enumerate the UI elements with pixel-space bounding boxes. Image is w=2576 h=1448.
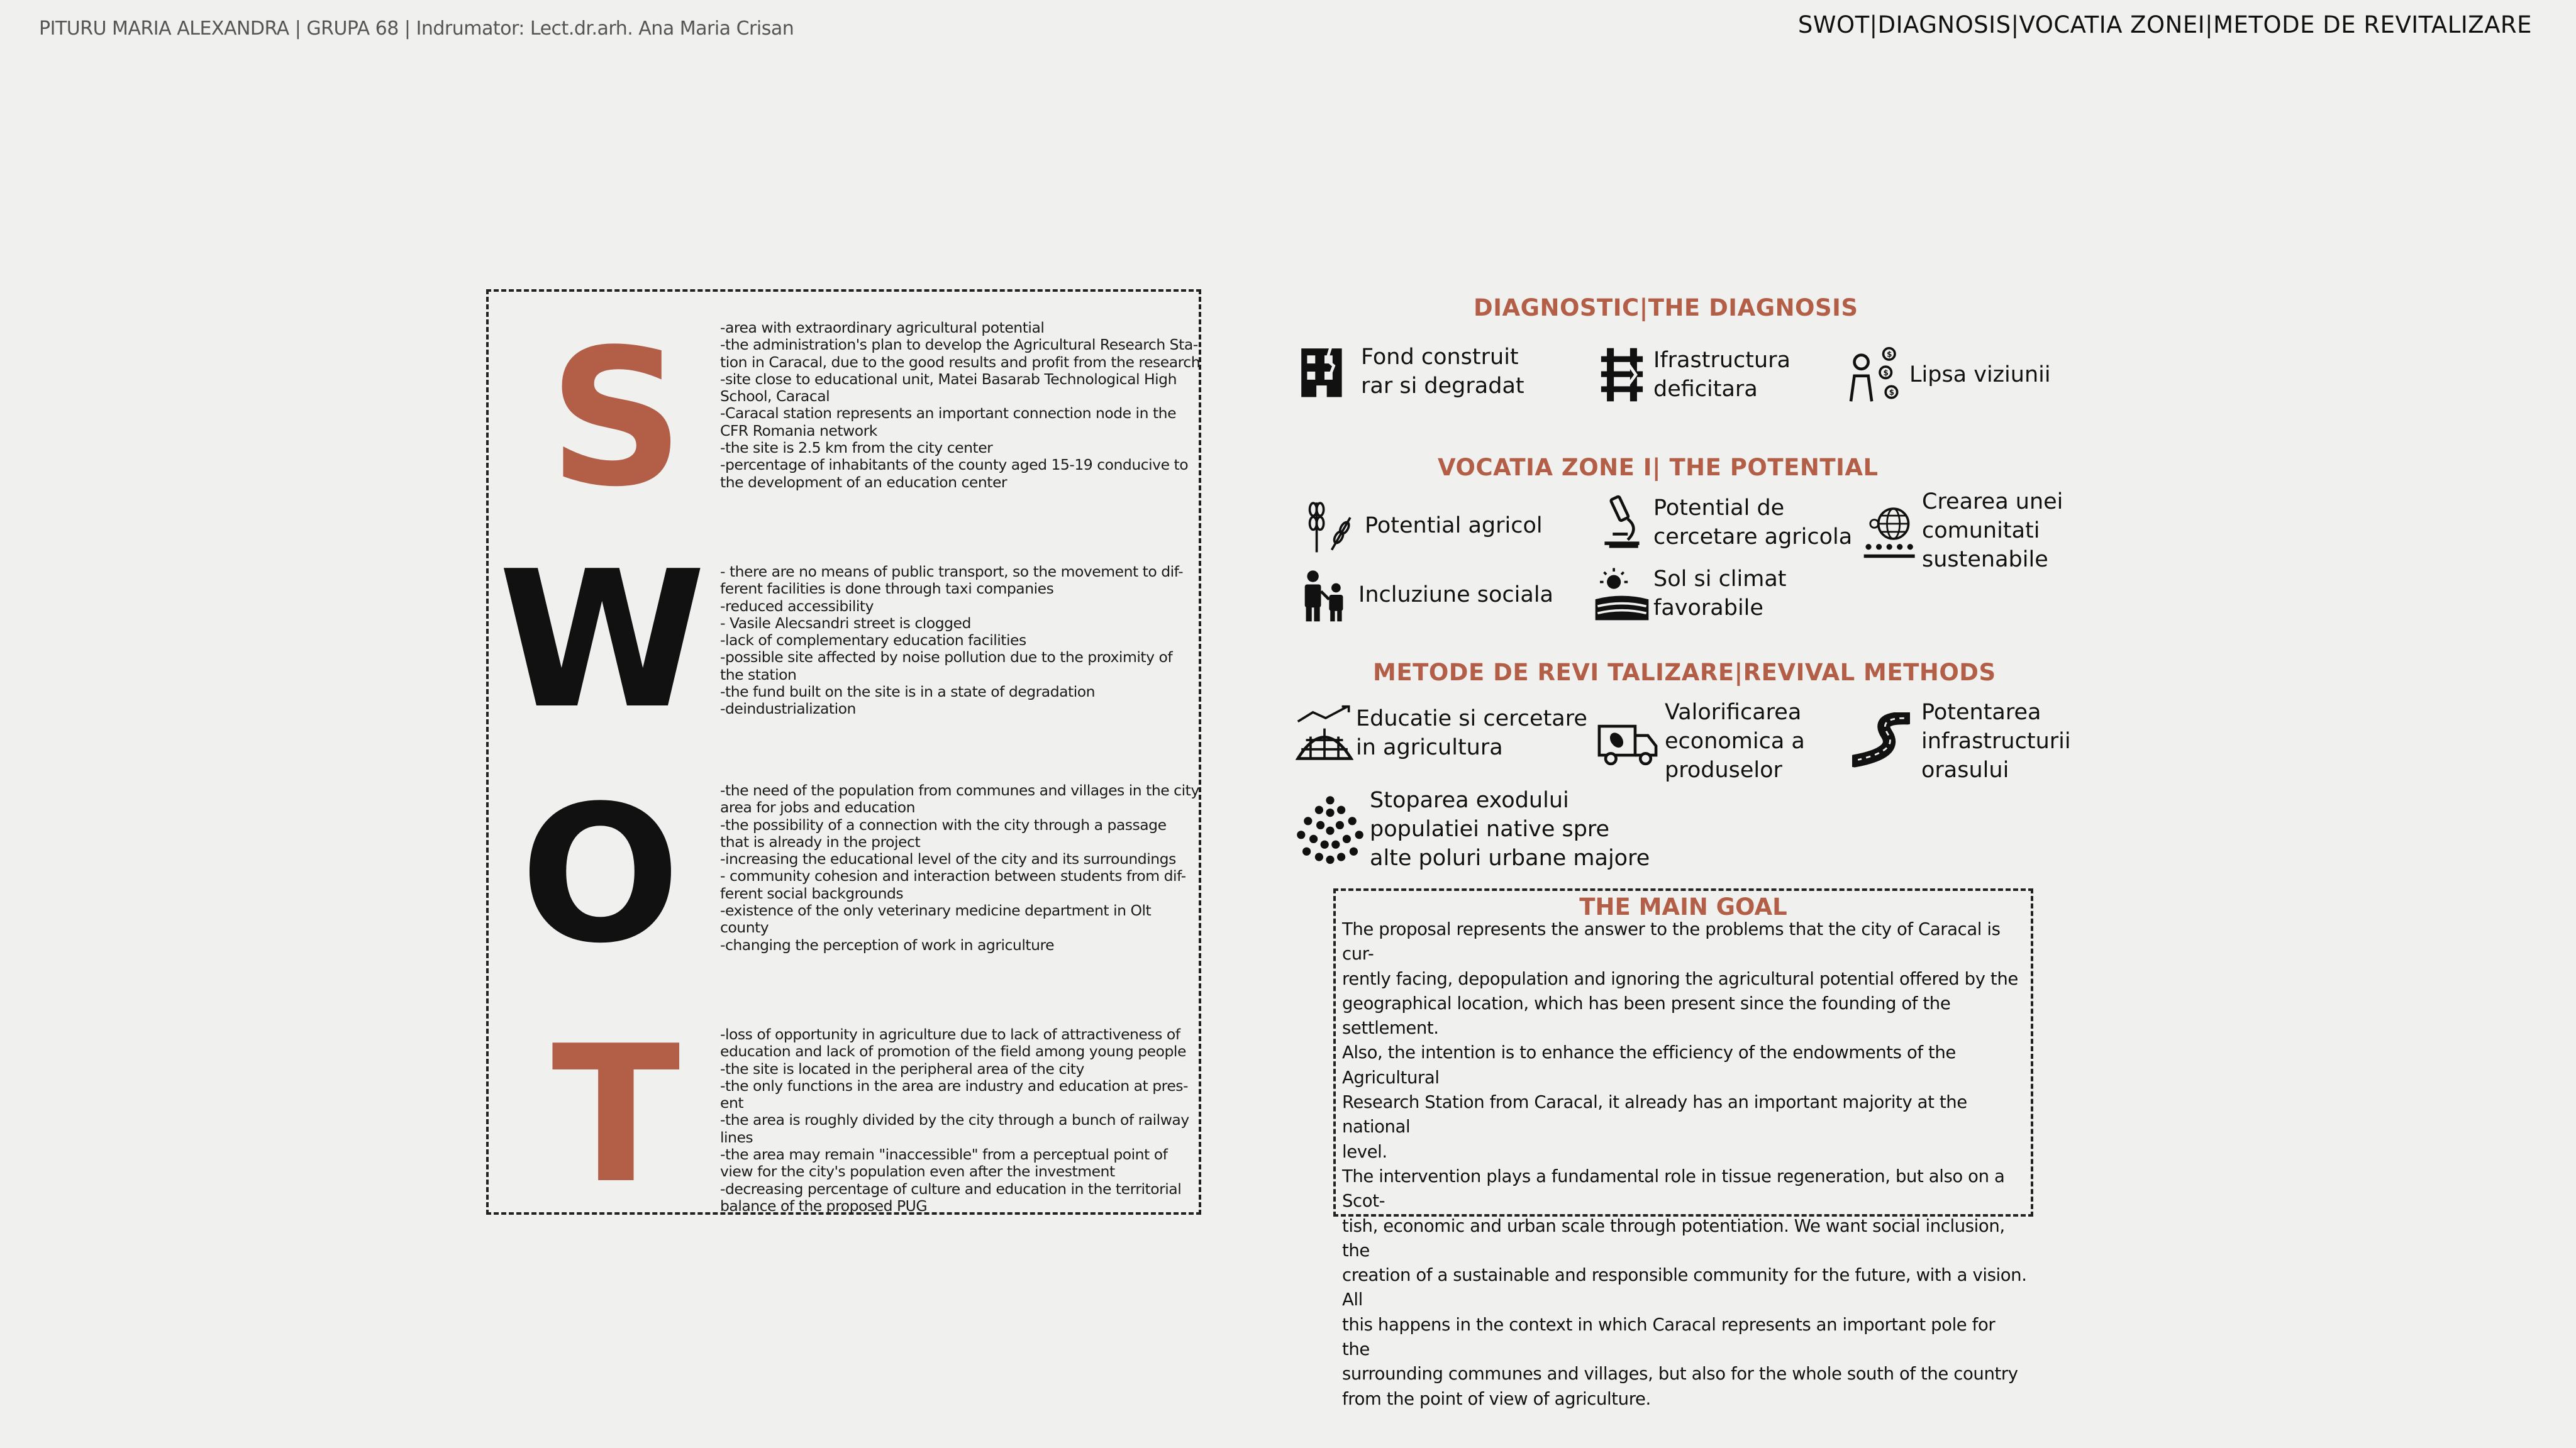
- potential-item-research: [1593, 494, 1852, 551]
- swot-panel: [486, 289, 1201, 1225]
- method-label-education: Educatie si cercetare in agricultura: [1356, 706, 1587, 760]
- microscope-icon: [1593, 494, 1651, 551]
- potential-label-agriculture: Potential agricol: [1365, 513, 1543, 538]
- diagnosis-label-infrastructure: Ifrastructura deficitara: [1653, 348, 1790, 402]
- swot-letter-s: S: [548, 309, 685, 528]
- svg-text:$: $: [1887, 350, 1892, 359]
- potential-label-research: Potential de cercetare agricola: [1653, 495, 1853, 550]
- method-item-education: [1296, 704, 1587, 762]
- diagnosis-item-building: [1296, 343, 1524, 401]
- main-goal-panel: [1333, 888, 2033, 1409]
- swot-letter-o: O: [520, 765, 681, 985]
- potential-item-inclusion: [1296, 566, 1553, 624]
- diagnosis-item-infrastructure: [1593, 346, 1790, 404]
- potential-title: VOCATIA ZONE I| THE POTENTIAL: [1438, 454, 1879, 481]
- method-label-infrastructure: Potentarea infrastructurii orasului: [1921, 700, 2071, 783]
- road-icon: [1852, 712, 1910, 770]
- method-item-infrastructure: [1852, 698, 2071, 785]
- method-label-exodus: Stoparea exodului populatiei native spre alte poluri urbane majore: [1370, 788, 1650, 871]
- diagnosis-title: DIAGNOSTIC|THE DIAGNOSIS: [1474, 294, 1858, 321]
- research-growth-icon: [1296, 704, 1353, 762]
- potential-item-soil-climate: [1593, 565, 1787, 622]
- potential-label-inclusion: Incluziune sociala: [1358, 582, 1554, 607]
- svg-text:$: $: [1883, 368, 1889, 377]
- diagnosis-label-building: Fond construit rar si degradat: [1361, 345, 1524, 399]
- strengths-text: -area with extraordinary agricultural potential -the administration's plan to develop the Agricultural Research Sta- tion in Caracal, due to the good results and profit from the research -site close to educational unit, Matei Basarab Technological High School, Caracal -Caracal station represents an important connection node in the CFR Romania network -the site is 2.5 km from the city center -percentage of inhabitants of the county aged 15-19 conducive to the development of an education center: [720, 319, 1201, 491]
- broken-rail-icon: [1593, 346, 1651, 404]
- main-goal-title: THE MAIN GOAL: [1579, 893, 1787, 920]
- methods-title: METODE DE REVI TALIZARE|REVIVAL METHODS: [1373, 659, 1996, 686]
- swot-letter-w: W: [498, 531, 706, 750]
- swot-letter-t: T: [552, 1005, 680, 1225]
- potential-label-community: Crearea unei comunitati sustenabile: [1922, 489, 2063, 572]
- main-goal-text: The proposal represents the answer to the problems that the city of Caracal is cur- rently facing, depopulation and ignoring the agricultural potential offered by the geographical location, which has been present since the founding of the settlement. Also, the intention is to enhance the efficiency of the endowments of the Agricultural Research Station from Caracal, it already has an important majority at the national level. The intervention plays a fundamental role in tissue regeneration, but also on a Scot- tish, economic and urban scale through potentiation. We want social inclusion, the creation of a sustainable and responsible community for the future, with a vision. All this happens in the context in which Caracal represents an important pole for the surrounding communes and villages, but also for the whole south of the country from the point of view of agriculture.: [1342, 919, 2027, 1409]
- globe-community-icon: [1862, 502, 1919, 560]
- delivery-truck-icon: [1593, 712, 1662, 770]
- potential-item-community: [1862, 487, 2063, 574]
- svg-text:$: $: [1889, 388, 1895, 397]
- author-header: PITURU MARIA ALEXANDRA | GRUPA 68 | Indrumator: Lect.dr.arh. Ana Maria Crisan: [39, 18, 794, 40]
- people-icon: [1296, 566, 1353, 624]
- crowd-icon: [1296, 795, 1365, 864]
- opportunities-text: -the need of the population from communes and villages in the city area for jobs and education -the possibility of a connection with the city through a passage that is already in the project -increasing the educational level of the city and its surroundings - community cohesion and interaction between students from dif- ferent social backgrounds -existence of the only veterinary medicine department in Olt county -changing the perception of work in agriculture: [720, 782, 1199, 954]
- method-item-economy: [1593, 698, 1805, 785]
- threats-text: -loss of opportunity in agriculture due to lack of attractiveness of education and lack of promotion of the field among young people -the site is located in the peripheral area of the city -the only functions in the area are industry and education at pres- ent -the area is roughly divided by the city through a bunch of railway lines -the area may remain "inaccessible" from a perceptual point of view for the city's population even after the investment -decreasing percentage of culture and education in the territorial balance of the proposed PUG: [720, 1025, 1189, 1215]
- money-confusion-icon: [1844, 346, 1902, 404]
- wheat-icon: [1299, 497, 1357, 555]
- method-label-economy: Valorificarea economica a produselor: [1665, 700, 1805, 783]
- damaged-building-icon: [1296, 343, 1353, 401]
- sun-field-icon: [1593, 565, 1651, 622]
- potential-label-soil-climate: Sol si climat favorabile: [1653, 566, 1787, 621]
- method-item-exodus: [1296, 786, 1650, 873]
- diagnosis-label-vision: Lipsa viziunii: [1909, 362, 2051, 387]
- potential-item-agriculture: [1299, 497, 1543, 555]
- board-title: SWOT|DIAGNOSIS|VOCATIA ZONEI|METODE DE REVITALIZARE: [1797, 11, 2532, 38]
- weaknesses-text: - there are no means of public transport, so the movement to dif- ferent facilities is done through taxi companies -reduced accessibility - Vasile Alecsandri street is clogged -lack of complementary education facilities -possible site affected by noise pollution due to the proximity of the station -the fund built on the site is in a state of degradation -deindustrialization: [720, 563, 1184, 718]
- diagnosis-item-vision: [1844, 346, 2051, 404]
